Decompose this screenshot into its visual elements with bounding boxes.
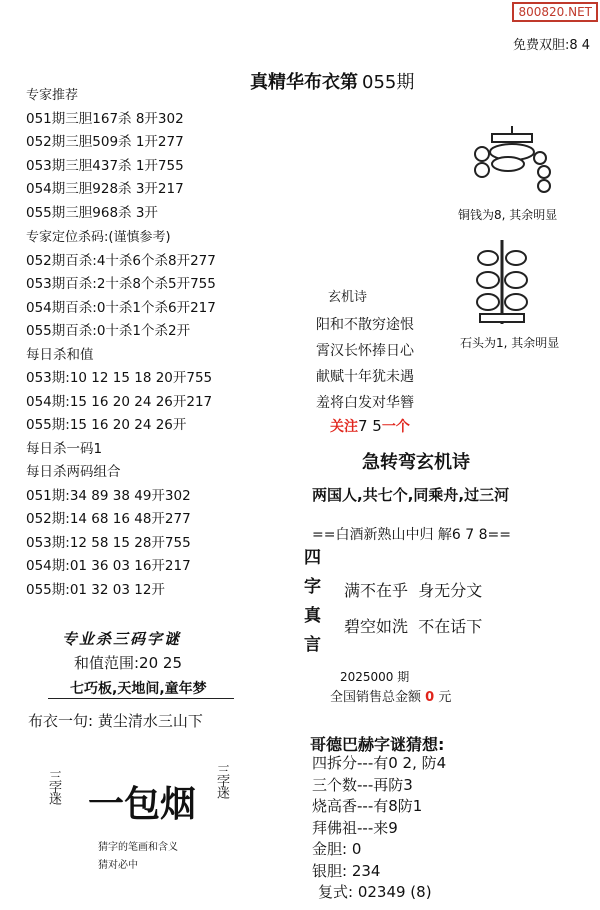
phrase-row-1 bbox=[344, 578, 482, 601]
daily-sum-heading: 每日杀和值 bbox=[26, 346, 94, 363]
stone-pictogram-icon bbox=[466, 238, 538, 324]
goethe-item: 复式: 02349 (8) bbox=[318, 883, 432, 901]
poem-line: 献赋十年犹未遇 bbox=[316, 369, 414, 385]
follow-tail: 一个 bbox=[381, 419, 410, 435]
buyi-sentence: 布衣一句: 黄尘清水三山下 bbox=[28, 712, 203, 730]
goethe-item: 银胆: 234 bbox=[312, 861, 381, 880]
sales-total bbox=[330, 686, 451, 705]
goethe-item: 四拆分---有0 2, 防4 bbox=[312, 754, 447, 772]
xuanji-poem bbox=[316, 312, 414, 416]
free-dan-label: 免费双胆:8 4 bbox=[512, 38, 590, 53]
stone-caption: 石头为1, 其余明显 bbox=[460, 336, 560, 350]
position-kill-item: 055期百杀:0十杀1个杀2开 bbox=[26, 323, 191, 339]
position-kill-section bbox=[26, 226, 216, 602]
turn-title: 急转弯玄机诗 bbox=[362, 452, 470, 473]
riddle3-words: 七巧板,天地间,童年梦 bbox=[70, 681, 207, 697]
zimi-hint: 猜字的笔画和含义 bbox=[98, 842, 178, 853]
daily-sum-item: 055期:15 16 20 24 26开 bbox=[26, 417, 187, 433]
daily-two-item: 052期:14 68 16 48开277 bbox=[26, 511, 191, 527]
goethe-heading: 哥德巴赫字谜猜想: bbox=[310, 735, 445, 754]
goethe-item: 三个数---再防3 bbox=[312, 775, 413, 794]
follow-label: 关注 bbox=[330, 419, 358, 435]
zimi-hint: 猜对必中 bbox=[98, 860, 138, 871]
xuanji-heading: 玄机诗 bbox=[328, 290, 368, 305]
four-char: 真 bbox=[304, 606, 321, 626]
coin-caption: 铜钱为8, 其余明显 bbox=[458, 208, 558, 222]
four-char-label bbox=[304, 544, 321, 660]
phrase: 满不在乎 bbox=[344, 581, 409, 600]
expert-item: 053期三胆437杀 1开755 bbox=[26, 157, 184, 174]
daily-sum-item: 054期:15 16 20 24 26开217 bbox=[26, 393, 213, 410]
daily-two-heading: 每日杀两码组合 bbox=[26, 464, 121, 480]
sales-amount: 0 bbox=[425, 690, 435, 705]
site-badge[interactable]: 800820.NET bbox=[512, 2, 598, 22]
sales-issue: 2025000 期 bbox=[340, 670, 410, 684]
poem-line: 羞将白发对华簪 bbox=[316, 395, 414, 411]
sales-label: 全国销售总金额 bbox=[330, 690, 422, 705]
position-kill-item: 054期百杀:0十杀1个杀6开217 bbox=[26, 299, 216, 316]
position-kill-heading: 专家定位杀码:(谨慎参考) bbox=[26, 230, 171, 245]
poem-line: 阳和不散穷途恨 bbox=[316, 317, 414, 333]
daily-sum-item: 053期:10 12 15 18 20开755 bbox=[26, 370, 213, 386]
riddle3-heading: 专业杀三码字谜 bbox=[62, 630, 182, 648]
turn-decode: ==白酒新熟山中归 解6 7 8== bbox=[312, 527, 511, 543]
goethe-item: 烧高香---有8防1 bbox=[312, 797, 423, 815]
expert-section bbox=[26, 84, 184, 225]
zimi-riddle: 一包烟 bbox=[88, 784, 197, 825]
four-char: 言 bbox=[304, 635, 321, 655]
goethe-item: 拜佛祖---来9 bbox=[312, 818, 398, 837]
daily-two-item: 054期:01 36 03 16开217 bbox=[26, 558, 191, 574]
title-issue: 055期 bbox=[362, 72, 415, 93]
expert-item: 055期三胆968杀 3开 bbox=[26, 204, 158, 221]
phrase: 碧空如洗 bbox=[344, 617, 409, 636]
daily-two-item: 051期:34 89 38 49开302 bbox=[26, 487, 191, 504]
divider bbox=[48, 698, 234, 699]
turn-line: 两国人,共七个,同乘舟,过三河 bbox=[312, 486, 510, 504]
position-kill-item: 053期百杀:2十杀8个杀5开755 bbox=[26, 276, 216, 292]
phrase-row-2 bbox=[344, 614, 482, 637]
position-kill-item: 052期百杀:4十杀6个杀8开277 bbox=[26, 252, 216, 269]
four-char: 四 bbox=[304, 548, 321, 568]
riddle3-sum-range: 和值范围:20 25 bbox=[74, 654, 182, 672]
expert-item: 052期三胆509杀 1开277 bbox=[26, 134, 184, 150]
page-title bbox=[250, 68, 414, 94]
four-char: 字 bbox=[304, 577, 321, 597]
phrase: 身无分文 bbox=[418, 581, 483, 600]
follow-line bbox=[330, 416, 410, 436]
expert-heading: 专家推荐 bbox=[26, 88, 79, 103]
daily-two-item: 053期:12 58 15 28开755 bbox=[26, 534, 191, 551]
daily-one: 每日杀一码1 bbox=[26, 440, 103, 457]
sales-unit: 元 bbox=[438, 690, 452, 705]
zimi-right-label: 三字迷 bbox=[214, 764, 229, 797]
daily-two-item: 055期:01 32 03 12开 bbox=[26, 581, 165, 598]
expert-item: 054期三胆928杀 3开217 bbox=[26, 181, 184, 197]
follow-numbers: 7 5 bbox=[358, 417, 382, 435]
title-main: 真精华布衣第 bbox=[250, 72, 358, 93]
goethe-list bbox=[312, 753, 446, 904]
phrase: 不在话下 bbox=[418, 617, 483, 636]
expert-item: 051期三胆167杀 8开302 bbox=[26, 110, 184, 127]
zimi-left-label: 三字迷 bbox=[46, 770, 61, 803]
goethe-item: 金胆: 0 bbox=[312, 840, 362, 858]
coin-pictogram-icon bbox=[468, 124, 558, 194]
poem-line: 霄汉长怀捧日心 bbox=[316, 343, 414, 359]
